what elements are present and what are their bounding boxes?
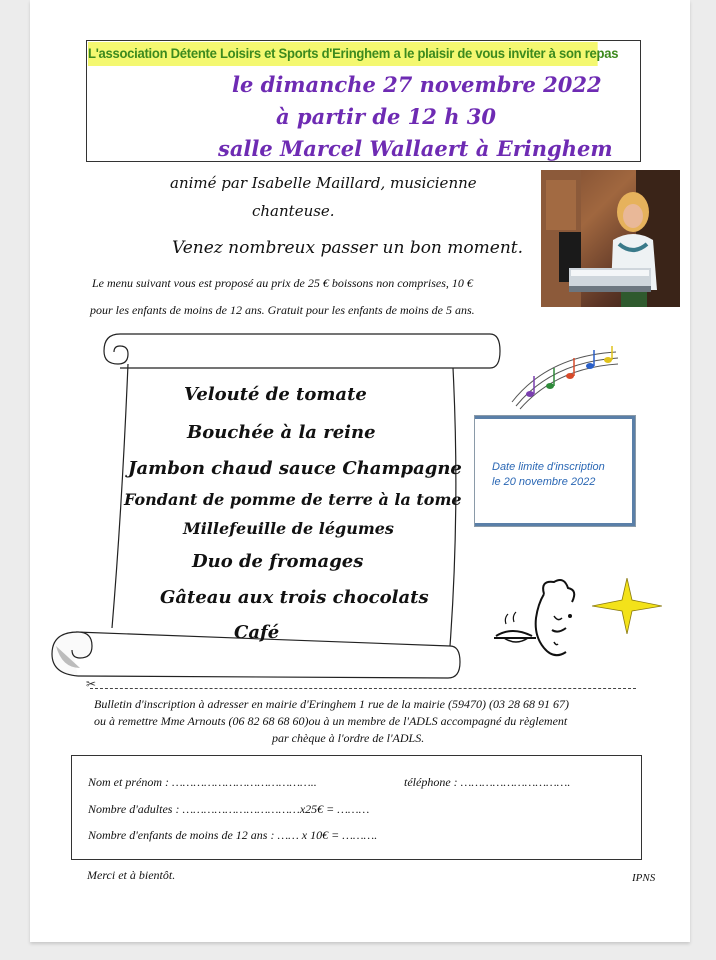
menu-item: Velouté de tomate bbox=[184, 384, 367, 405]
bulletin-line1: Bulletin d'inscription à adresser en mairie d'Eringhem 1 rue de la mairie (59470) (03 28 68 91 67) bbox=[94, 697, 569, 711]
thanks-text: Merci et à bientôt. bbox=[87, 868, 176, 882]
ipns-text: IPNS bbox=[632, 872, 656, 884]
bulletin-line3: par chèque à l'ordre de l'ADLS. bbox=[272, 731, 425, 745]
music-notes-icon bbox=[508, 346, 620, 410]
performer-photo bbox=[541, 170, 680, 307]
bulletin-line2: ou à remettre Mme Arnouts (06 82 68 68 60)ou à un membre de l'ADLS accompagné du règlement bbox=[94, 714, 568, 728]
invite-text: Venez nombreux passer un bon moment. bbox=[172, 238, 524, 258]
menu-item: Bouchée à la reine bbox=[187, 422, 376, 443]
animation-line2: chanteuse. bbox=[252, 202, 335, 220]
animation-line1: animé par Isabelle Maillard, musicienne bbox=[170, 174, 477, 192]
adults-field[interactable]: Nombre d'adultes : ……………………………x25€ = ……… bbox=[88, 802, 370, 816]
cut-line bbox=[90, 688, 636, 689]
menu-item: Fondant de pomme de terre à la tome bbox=[124, 490, 462, 509]
menu-item: Café bbox=[234, 622, 280, 643]
header-invitation: L'association Détente Loisirs et Sports d'Eringhem a le plaisir de vous inviter à son repas bbox=[88, 42, 598, 66]
phone-field[interactable]: téléphone : …………………………. bbox=[404, 775, 571, 789]
menu-item: Jambon chaud sauce Champagne bbox=[128, 458, 462, 479]
menu-intro-line1: Le menu suivant vous est proposé au prix de 25 € boissons non comprises, 10 € bbox=[92, 276, 473, 290]
star-icon bbox=[592, 578, 662, 634]
deadline-box bbox=[474, 415, 636, 527]
menu-item: Gâteau aux trois chocolats bbox=[160, 587, 429, 608]
event-time: à partir de 12 h 30 bbox=[276, 104, 497, 129]
menu-item: Millefeuille de légumes bbox=[183, 519, 394, 538]
event-date: le dimanche 27 novembre 2022 bbox=[232, 72, 602, 97]
chef-icon bbox=[492, 576, 582, 672]
deadline-line1: Date limite d'inscription bbox=[492, 461, 605, 473]
menu-intro-line2: pour les enfants de moins de 12 ans. Gratuit pour les enfants de moins de 5 ans. bbox=[90, 303, 475, 317]
scissors-icon: ✂ bbox=[86, 677, 97, 691]
deadline-line2: le 20 novembre 2022 bbox=[492, 476, 596, 488]
children-field[interactable]: Nombre d'enfants de moins de 12 ans : …… x 10€ = ………. bbox=[88, 828, 378, 842]
menu-item: Duo de fromages bbox=[192, 551, 364, 572]
event-venue: salle Marcel Wallaert à Eringhem bbox=[218, 136, 613, 161]
name-field[interactable]: Nom et prénom : ………………………………….. bbox=[88, 775, 317, 789]
